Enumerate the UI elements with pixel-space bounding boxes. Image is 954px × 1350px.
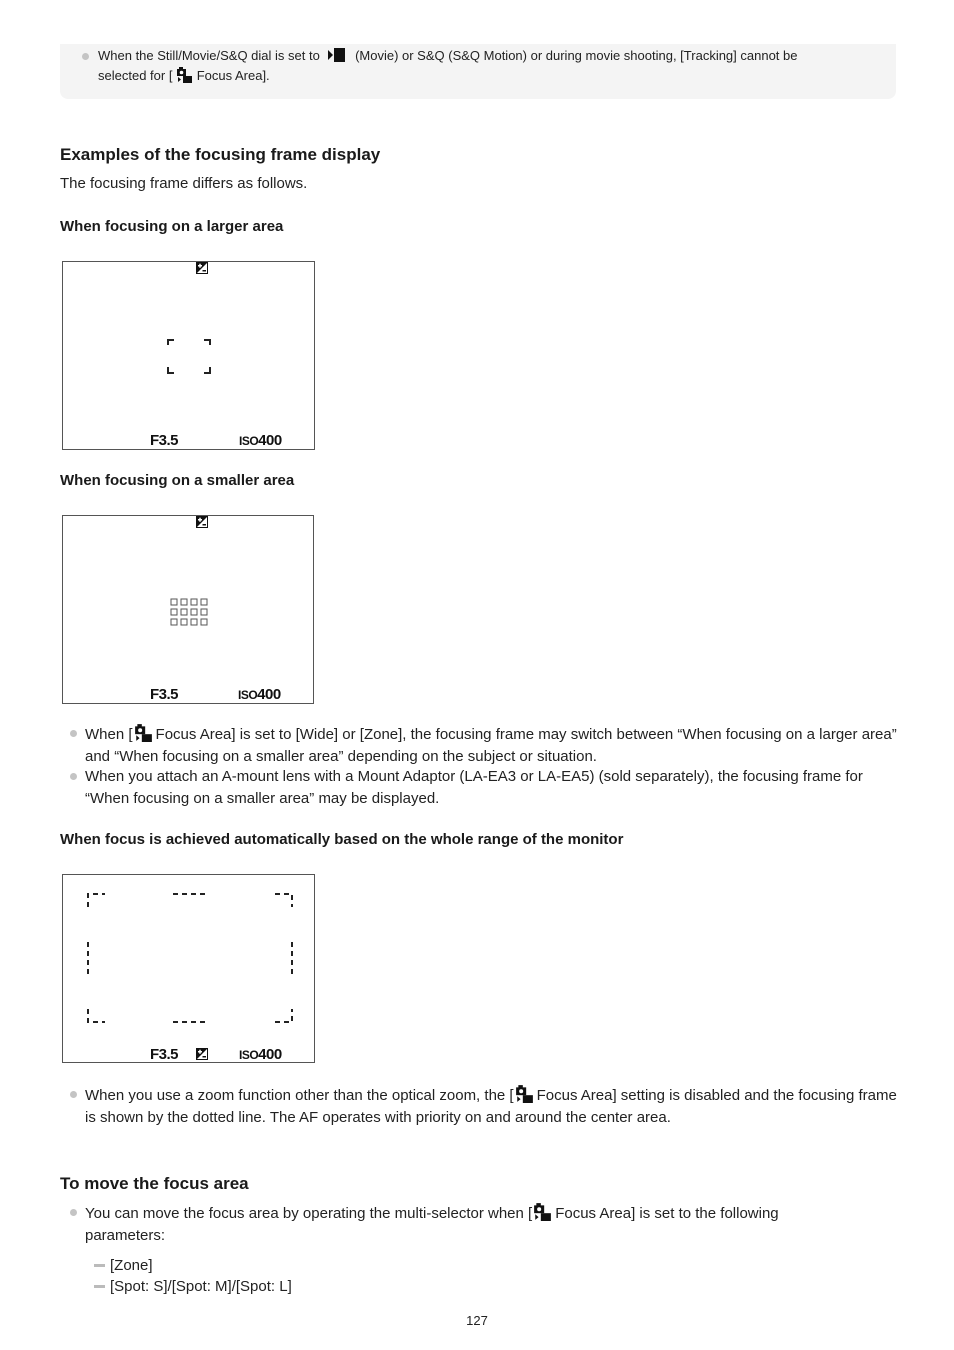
smaller-area-grid	[63, 516, 315, 705]
examples-heading: Examples of the focusing frame display	[60, 145, 381, 164]
dash	[94, 1285, 105, 1288]
note-line-1: When the Still/Movie/S&Q dial is set to (Movie) or S&Q (S&Q Motion) or during movie shooting, [Tracking] cannot be	[98, 48, 798, 63]
camera-focus-area-icon	[515, 1084, 534, 1103]
bullet	[70, 730, 77, 737]
examples-intro: The focusing frame differs as follows.	[60, 175, 308, 192]
sub-list-item: [Spot: S]/[Spot: M]/[Spot: L]	[94, 1278, 292, 1295]
whole-range-frame	[62, 874, 315, 1063]
camera-focus-area-icon	[134, 723, 153, 742]
note-line-2: selected for [ Focus Area].	[98, 68, 270, 83]
list-item: When [ Focus Area] is set to [Wide] or [Zone], the focusing frame may switch between “When focusing on a larger area” and “When focusing on a smaller area” depending on the subject or situation.	[70, 723, 900, 767]
iso-readout: ISO400	[239, 1046, 282, 1063]
movie-mode-icon	[327, 47, 347, 63]
larger-area-frame	[62, 261, 315, 450]
bullet	[70, 1091, 77, 1098]
f-number: F3.5	[150, 1046, 179, 1063]
bullet	[70, 773, 77, 780]
smaller-area-frame	[62, 515, 314, 704]
smaller-area-heading: When focusing on a smaller area	[60, 472, 295, 489]
list-item: When you use a zoom function other than the optical zoom, the [ Focus Area] setting is disabled and the focusing frame is shown by the dotted line. The AF operates with priority on and around the center area.	[70, 1084, 900, 1128]
iso-readout: ISO400	[239, 432, 282, 449]
f-number: F3.5	[150, 432, 179, 449]
sub-list-item: [Zone]	[94, 1257, 153, 1274]
whole-range-dotted-frame	[63, 875, 316, 1066]
dash	[94, 1264, 105, 1267]
larger-area-heading: When focusing on a larger area	[60, 218, 284, 235]
bullet	[70, 1209, 77, 1216]
whole-range-heading: When focus is achieved automatically based on the whole range of the monitor	[60, 831, 624, 848]
exposure-comp-icon	[196, 516, 208, 528]
page-number: 127	[466, 1313, 488, 1328]
exposure-comp-icon	[196, 1048, 208, 1060]
bullet	[82, 53, 89, 60]
exposure-comp-icon	[196, 262, 208, 274]
move-focus-heading: To move the focus area	[60, 1174, 249, 1193]
larger-area-brackets	[63, 262, 316, 451]
f-number: F3.5	[150, 686, 179, 703]
list-item: When you attach an A-mount lens with a Mount Adaptor (LA-EA3 or LA-EA5) (sold separately), the focusing frame for “When focusing on a smaller area” may be displayed.	[70, 766, 900, 809]
camera-focus-area-icon	[176, 66, 193, 83]
note-box	[60, 44, 896, 99]
camera-focus-area-icon	[533, 1202, 552, 1221]
list-item: You can move the focus area by operating the multi-selector when [ Focus Area] is set to the following parameters:	[70, 1202, 830, 1246]
iso-readout: ISO400	[238, 686, 281, 703]
